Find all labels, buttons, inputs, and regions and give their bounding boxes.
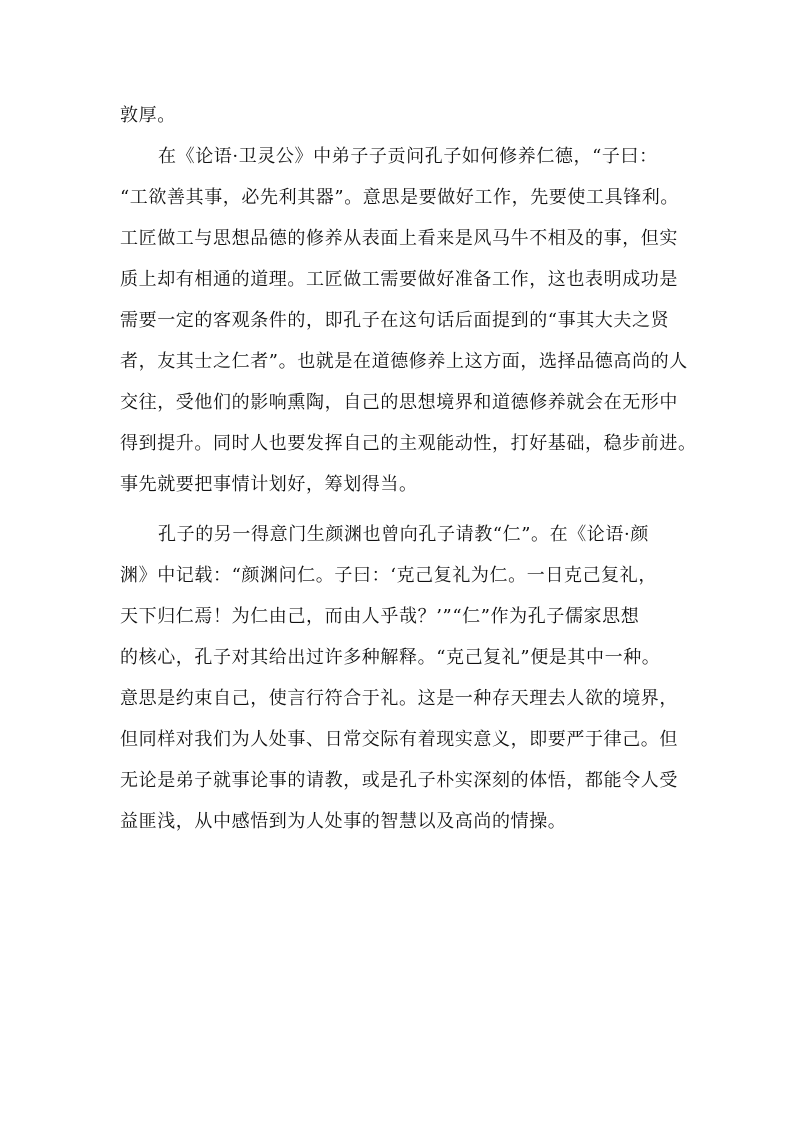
text-line-10: 事先就要把事情计划好，筹划得当。: [120, 474, 418, 495]
text-line-6: 需要一定的客观条件的，即孔子在这句话后面提到的“事其大夫之贤: [120, 310, 670, 331]
text-line-15: 意思是约束自己，使言行符合于礼。这是一种存天理去人欲的境界，: [120, 688, 678, 709]
text-line-18: 益匪浅，从中感悟到为人处事的智慧以及高尚的情操。: [120, 811, 567, 832]
text-line-16: 但同样对我们为人处事、日常交际有着现实意义，即要严于律己。但: [120, 729, 678, 750]
text-line-13: 天下归仁焉！为仁由己，而由人乎哉？’”“仁”作为孔子儒家思想: [120, 606, 640, 627]
text-line-1: 敦厚。: [120, 105, 176, 126]
text-line-5: 质上却有相通的道理。工匠做工需要做好准备工作，这也表明成功是: [120, 269, 678, 290]
text-line-12: 渊》中记载：“颜渊问仁。子曰：‘克己复礼为仁。一日克己复礼，: [120, 565, 657, 586]
text-line-17: 无论是弟子就事论事的请教，或是孔子朴实深刻的体悟，都能令人受: [120, 770, 678, 791]
text-line-4: 工匠做工与思想品德的修养从表面上看来是风马牛不相及的事，但实: [120, 228, 678, 249]
text-line-7: 者，友其士之仁者”。也就是在道德修养上这方面，选择品德高尚的人: [120, 351, 688, 372]
text-line-3: “工欲善其事，必先利其器”。意思是要做好工作，先要使工具锋利。: [120, 187, 680, 208]
text-line-14: 的核心，孔子对其给出过许多种解释。“克己复礼”便是其中一种。: [120, 647, 661, 668]
text-line-9: 得到提升。同时人也要发挥自己的主观能动性，打好基础，稳步前进。: [120, 433, 697, 454]
text-line-11: 孔子的另一得意门生颜渊也曾向孔子请教“仁”。在《论语·颜: [158, 524, 649, 545]
text-line-8: 交往，受他们的影响熏陶，自己的思想境界和道德修养就会在无形中: [120, 392, 678, 413]
text-line-2: 在《论语·卫灵公》中弟子子贡问孔子如何修养仁德，“子曰：: [158, 146, 658, 167]
